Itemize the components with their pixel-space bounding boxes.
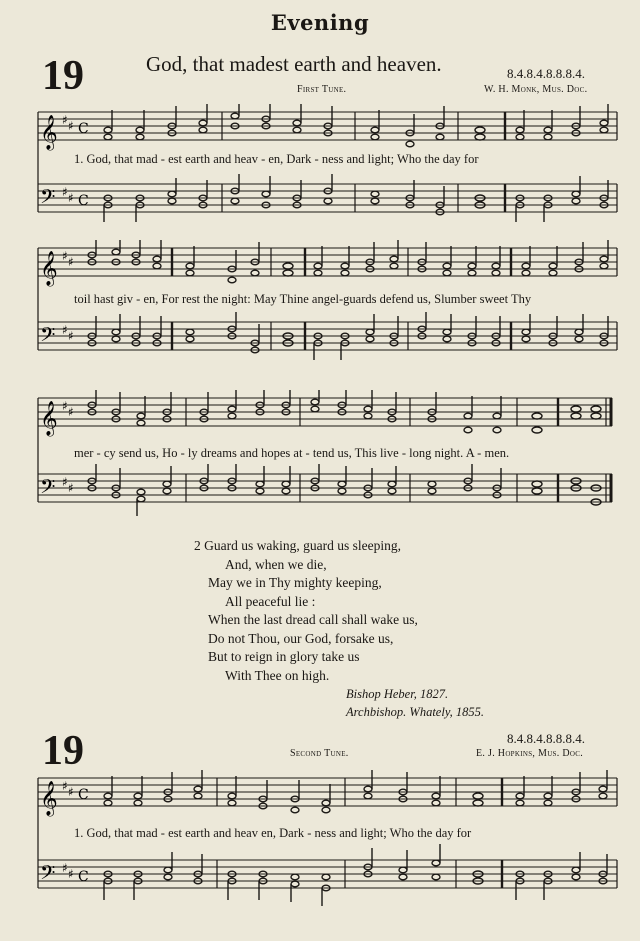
first-tune-composer: W. H. Monk, Mus. Doc. [484,84,588,95]
svg-text:♯: ♯ [68,329,74,343]
verse-2-line-2: And, when we die, [225,557,327,572]
svg-text:♯: ♯ [62,399,68,413]
svg-text:♯: ♯ [62,323,68,337]
svg-text:♯: ♯ [62,779,68,793]
verse-2-line-7: But to reign in glory take us [208,649,360,664]
bass-clef-icon: 𝄢 [40,185,56,213]
svg-text:♯: ♯ [68,867,74,881]
svg-text:𝄢: 𝄢 [40,323,56,351]
svg-text:♯: ♯ [68,119,74,133]
attribution-reviser: Archbishop. Whately, 1855. [346,705,485,719]
svg-text:♯: ♯ [62,475,68,489]
hymn-meter: 8.4.8.4.8.8.8.4. [507,66,585,81]
verse-2-line-3: May we in Thy mighty keeping, [208,575,382,590]
verse-2-line-8: With Thee on high. [225,668,330,683]
svg-text:𝄢: 𝄢 [40,475,56,503]
verse-2-line-4: All peaceful lie : [225,594,316,609]
svg-text:♯: ♯ [62,185,68,199]
svg-text:♯: ♯ [68,255,74,269]
lyric-line-2: toil hast giv - en, For rest the night: May Thine angel-guards defend us, Slumber sweet Thy [74,292,532,306]
verse-2-line-1: 2 Guard us waking, guard us sleeping, [194,538,401,553]
attribution-author: Bishop Heber, 1827. [346,687,449,701]
svg-text:C: C [78,193,89,209]
svg-text:♯: ♯ [62,861,68,875]
lyric-line-1: 1. God, that mad - est earth and heav - en, Dark - ness and light; Who the day for [74,152,479,166]
second-tune-composer: E. J. Hopkins, Mus. Doc. [476,748,583,759]
second-hymn-meter: 8.4.8.4.8.8.8.4. [507,731,585,746]
lyric-line-3: mer - cy send us, Ho - ly dreams and hopes at - tend us, This live - long night. A - men. [74,446,510,460]
svg-text:♯: ♯ [68,405,74,419]
svg-text:C: C [78,869,89,885]
svg-text:𝄢: 𝄢 [40,861,56,889]
svg-text:C: C [78,787,89,803]
svg-text:♯: ♯ [62,249,68,263]
svg-text:𝄞: 𝄞 [40,781,58,816]
second-tune-label: Second Tune. [290,748,349,759]
second-tune-lyric-line-1: 1. God, that mad - est earth and heav en, Dark - ness and light; Who the day for [74,826,472,840]
time-signature-icon: C [78,121,89,137]
verse-2-line-5: When the last dread call shall wake us, [208,612,418,627]
section-title: Evening [270,10,370,35]
svg-text:𝄞: 𝄞 [40,401,58,436]
svg-text:♯: ♯ [68,785,74,799]
verse-2-line-6: Do not Thou, our God, forsake us, [208,631,394,646]
svg-text:𝄞: 𝄞 [40,251,58,286]
first-tune-label: First Tune. [297,84,347,95]
key-signature-icon: ♯ [62,113,68,127]
svg-text:♯: ♯ [68,481,74,495]
second-hymn-number: 19 [42,728,84,774]
hymn-number: 19 [42,53,84,99]
music-system-4 [0,766,640,941]
treble-clef-icon: 𝄞 [40,115,58,150]
svg-text:♯: ♯ [68,191,74,205]
hymn-title: God, that madest earth and heaven. [146,52,442,76]
